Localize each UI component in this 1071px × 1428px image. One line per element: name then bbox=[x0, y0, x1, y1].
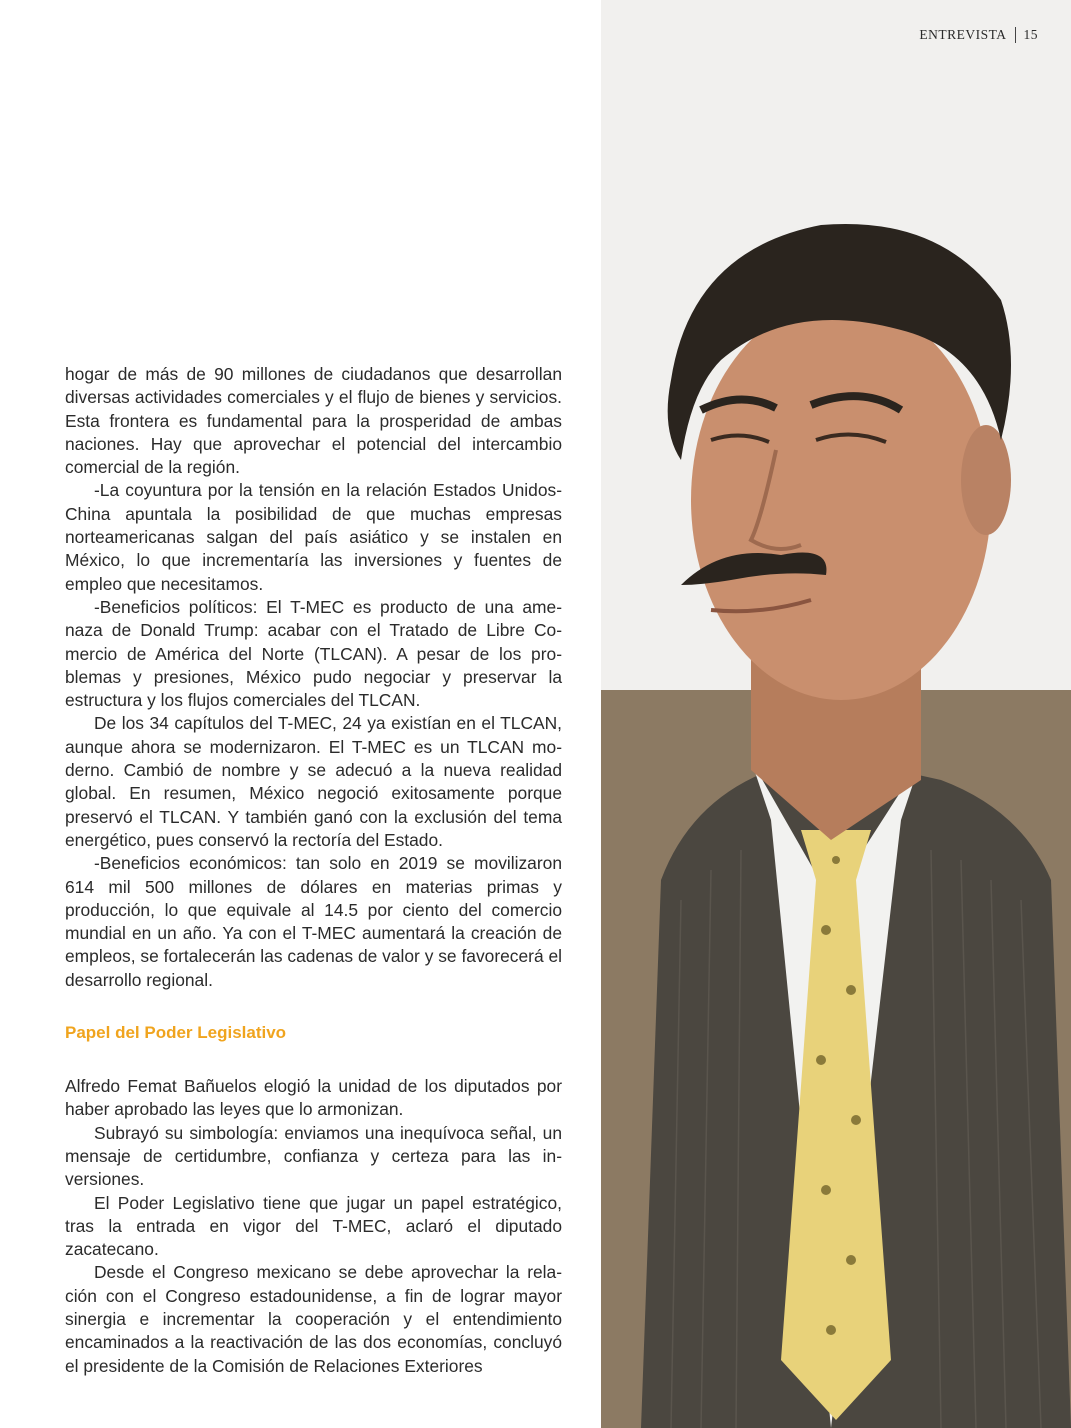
page-number: 15 bbox=[1023, 27, 1038, 42]
portrait-photo bbox=[601, 0, 1071, 1428]
paragraph: hogar de más de 90 millones de ciudadanos que desarrollan diversas actividades comerciales y el flujo de bienes y servicios. Esta frontera es fundamental para la prosperidad de ambas naciones. Hay que aprovechar el potencial del intercambio comercial de la región. bbox=[65, 364, 562, 478]
paragraph: Alfredo Femat Bañuelos elogió la unidad de los diputados por haber aprobado las leyes que lo armonizan. bbox=[65, 1076, 562, 1120]
paragraph: -Beneficios económicos: tan solo en 2019 se movilizaron 614 mil 500 millones de dólares en materias primas y producción, lo que equivale al 14.5 por ciento del comercio mundial en un año. Ya con el T-MEC aumentará la creación de empleos, se fortalecerán las cadenas de valor y se favorecerá el desarrollo regional. bbox=[65, 853, 562, 990]
paragraph: El Poder Legislativo tiene que jugar un papel estratégico, tras la entrada en vigor del T-MEC, aclaró el diputado zacatecano. bbox=[65, 1192, 562, 1260]
article-body bbox=[65, 363, 562, 1378]
face bbox=[691, 300, 991, 700]
paragraph: Desde el Congreso mexicano se debe aprovechar la relación con el Congreso estadounidense, a fin de lograr mayor sinergia e incrementar la cooperación y el entendimiento encaminados a la reactivación de las dos economías, concluyó el presidente de la Comisión de Relaciones Exteriores bbox=[65, 1262, 562, 1376]
section-label: ENTREVISTA bbox=[919, 27, 1007, 42]
paragraph: De los 34 capítulos del T-MEC, 24 ya existían en el TLCAN, aunque ahora se modernizaron. El T-MEC es un TLCAN moderno. Cambió de nombre y se adecuó a la nueva realidad global. En resumen, México negoció exitosamente porque preservó el TLCAN. Y también ganó con la exclusión del tema energético, pues conservó la rectoría del Estado. bbox=[65, 713, 562, 850]
page-header bbox=[919, 27, 1038, 43]
section-heading: Papel del Poder Legislativo bbox=[65, 1023, 287, 1043]
paragraph: Subrayó su simbología: enviamos una inequívoca señal, un mensaje de certidumbre, confianza y certeza para las inversiones. bbox=[65, 1122, 562, 1190]
paragraph: -Beneficios políticos: El T-MEC es producto de una amenaza de Donald Trump: acabar con el Tratado de Libre Comercio de América del Norte (TLCAN). A pesar de los problemas y presiones, México pudo negociar y preservar la estructura y los flujos comerciales del TLCAN. bbox=[65, 596, 562, 711]
portrait-illustration bbox=[601, 0, 1071, 1428]
paragraph: -La coyuntura por la tensión en la relación Estados Unidos-China apuntala la posibilidad de que muchas empresas norteamericanas salgan del país asiático y se instalen en México, lo que incrementaría las inversiones y fuentes de empleo que necesitamos. bbox=[65, 480, 562, 594]
ear bbox=[961, 425, 1011, 535]
header-divider bbox=[1015, 27, 1016, 43]
